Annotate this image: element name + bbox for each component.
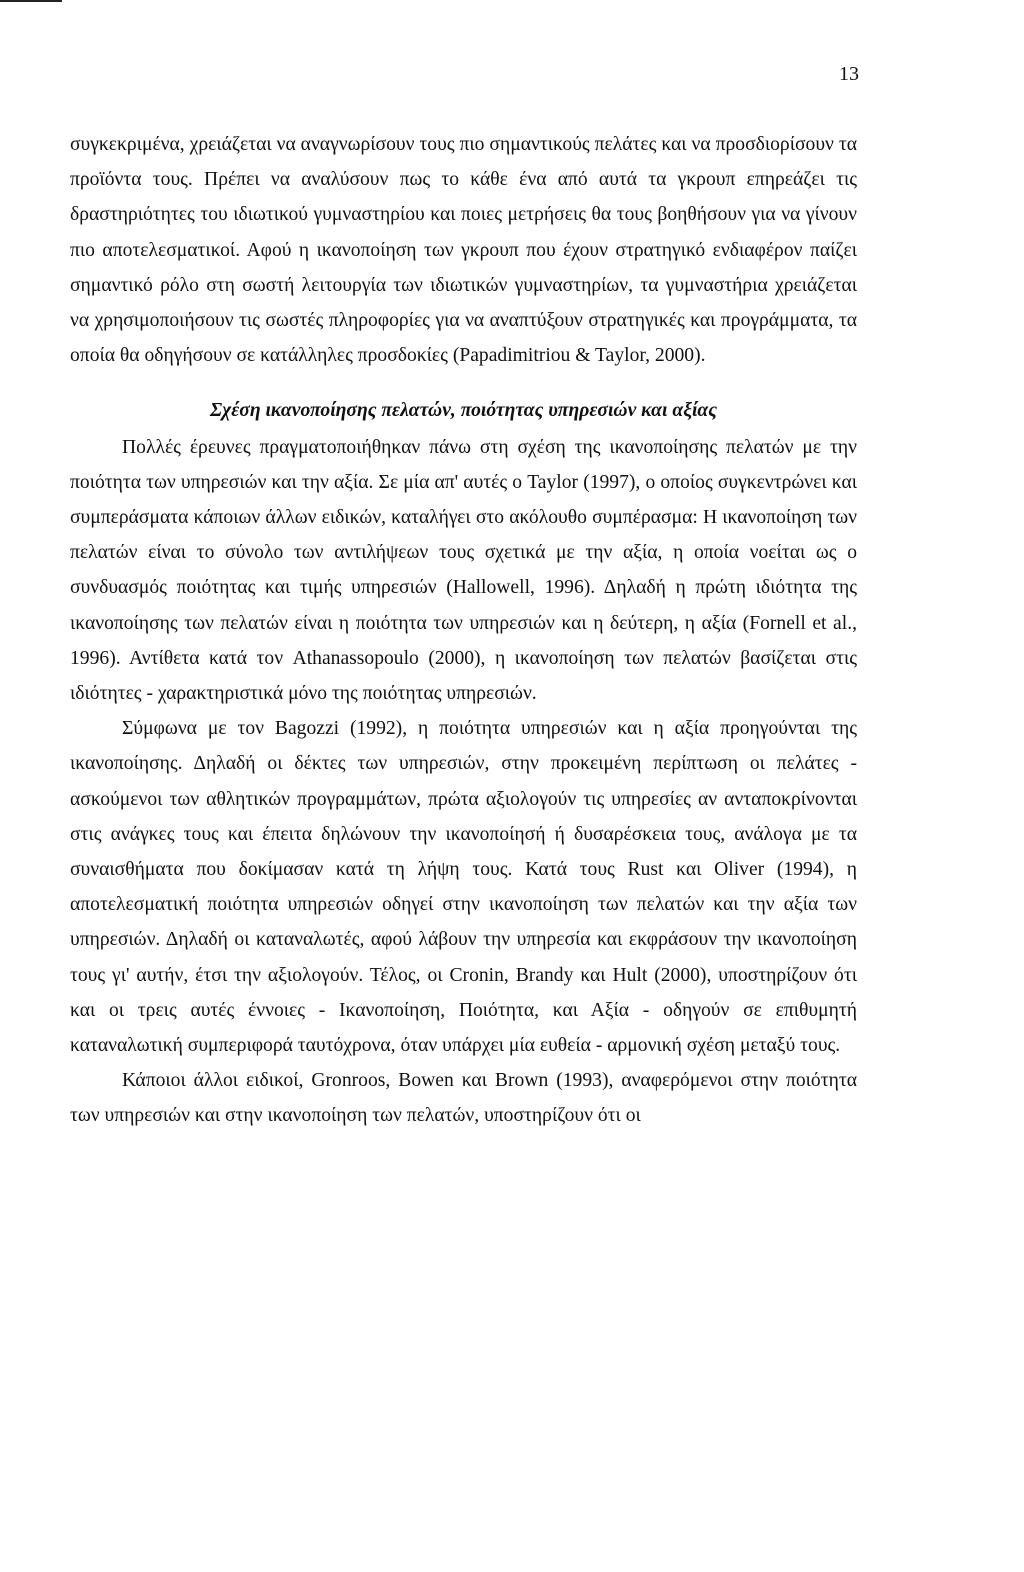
page-body [70, 127, 857, 1134]
paragraph-gym-strategy: συγκεκριμένα, χρειάζεται να αναγνωρίσουν τους πιο σημαντικούς πελάτες και να προσδιορίσουν τα προϊόντα τους. Πρέπει να αναλύσουν πως το κάθε ένα από αυτά τα γκρουπ επηρεάζει τις δραστηριότητες του ιδιωτικού γυμναστηρίου και ποιες μετρήσεις θα τους βοηθήσουν για να γίνουν πιο αποτελεσματικοί. Αφού η ικανοποίηση των γκρουπ που έχουν στρατηγικό ενδιαφέρον παίζει σημαντικό ρόλο στη σωστή λειτουργία των ιδιωτικών γυμναστηρίων, τα γυμναστήρια χρειάζεται να χρησιμοποιήσουν τις σωστές πληροφορίες για να αναπτύξουν στρατηγικές και προγράμματα, τα οποία θα οδηγήσουν σε κατάλληλες προσδοκίες (Papadimitriou & Taylor, 2000). [70, 134, 857, 367]
scan-edge-mark [0, 0, 62, 2]
page-number: 13 [839, 63, 859, 85]
paragraph-satisfaction-quality: Πολλές έρευνες πραγματοποιήθηκαν πάνω στη σχέση της ικανοποίησης πελατών με την ποιότητα των υπηρεσιών και την αξία. Σε μία απ' αυτές ο Taylor (1997), ο οποίος συγκεντρώνει και συμπεράσματα κάποιων άλλων ειδικών, καταλήγει στο ακόλουθο συμπέρασμα: Η ικανοποίηση των πελατών είναι το σύνολο των αντιλήψεων τους σχετικά με την αξία, η οποία νοείται ως ο συνδυασμός ποιότητας και τιμής υπηρεσιών (Hallowell, 1996). Δηλαδή η πρώτη ιδιότητα της ικανοποίησης των πελατών είναι η ποιότητα των υπηρεσιών και η δεύτερη, η αξία (Fornell et al., 1996). Αντίθετα κατά τον Athanassopoulo (2000), η ικανοποίηση των πελατών βασίζεται στις ιδιότητες - χαρακτηριστικά μόνο της ποιότητας υπηρεσιών. [70, 436, 857, 705]
section-heading: Σχέση ικανοποίησης πελατών, ποιότητας υπηρεσιών και αξίας [209, 400, 718, 422]
paragraph-gronroos: Κάποιοι άλλοι ειδικοί, Gronroos, Bowen και Brown (1993), αναφερόμενοι στην ποιότητα των υπηρεσιών και στην ικανοποίηση των πελατών, υποστηρίζουν ότι οι [70, 1070, 857, 1127]
paragraph-bagozzi: Σύμφωνα με τον Bagozzi (1992), η ποιότητα υπηρεσιών και η αξία προηγούνται της ικανοποίησης. Δηλαδή οι δέκτες των υπηρεσιών, στην προκειμένη περίπτωση οι πελάτες - ασκούμενοι των αθλητικών προγραμμάτων, πρώτα αξιολογούν τις υπηρεσίες αν ανταποκρίνονται στις ανάγκες τους και έπειτα δηλώνουν την ικανοποίησή ή δυσαρέσκεια τους, ανάλογα με τα συναισθήματα που δοκίμασαν κατά τη λήψη τους. Κατά τους Rust και Oliver (1994), η αποτελεσματική ποιότητα υπηρεσιών οδηγεί στην ικανοποίηση των πελατών και την αξία των υπηρεσιών. Δηλαδή οι καταναλωτές, αφού λάβουν την υπηρεσία και εκφράσουν την ικανοποίηση τους γι' αυτήν, έτσι την αξιολογούν. Τέλος, οι Cronin, Brandy και Hult (2000), υποστηρίζουν ότι και οι τρεις αυτές έννοιες - Ικανοποίηση, Ποιότητα, και Αξία - οδηγούν σε επιθυμητή καταναλωτική συμπεριφορά ταυτόχρονα, όταν υπάρχει μία ευθεία - αρμονική σχέση μεταξύ τους. [70, 718, 857, 1057]
